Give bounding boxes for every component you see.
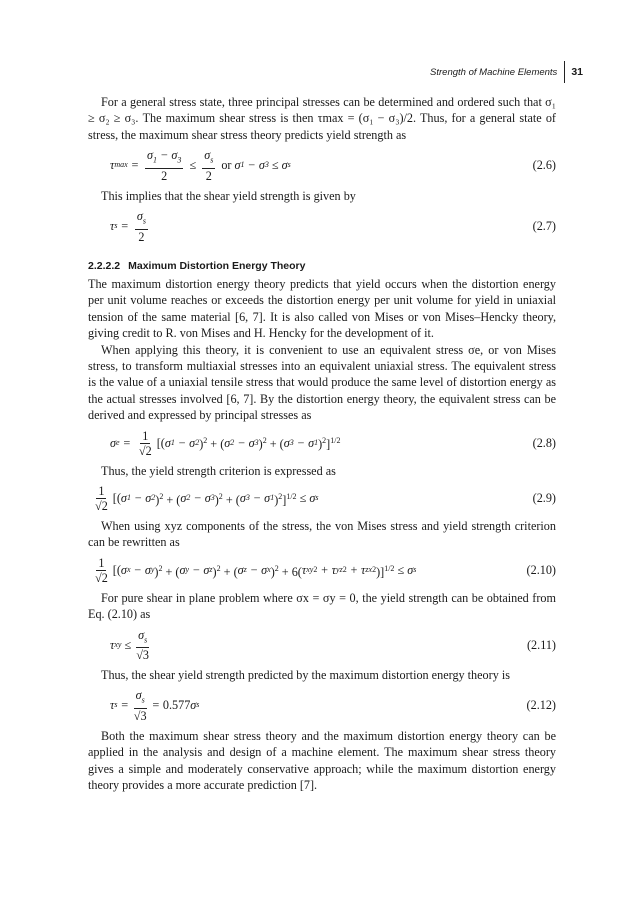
paragraph-8: Thus, the shear yield strength predicted by the maximum distortion energy theory is [101,668,510,683]
equation-2-12: τ s = $\frac{\sigma_s}{√3}$ = 0.577 σ s (2.12) [110,688,556,723]
paragraph-9: Both the maximum shear stress theory and the maximum distortion energy theory can be applied in the analysis and design of a machine element. The maximum shear stress theory gives a simple and moderately conservative approach; while the maximum distortion energy theory provides a more accurate prediction [7]. [88,728,556,793]
equation-number: (2.11) [527,637,556,652]
equation-number: (2.6) [532,158,556,173]
equation-2-6: τ max = $\frac{\sigma_1 - \sigma_3}{2}$ ≤ $\frac{\sigma_s}{2}$ or σ 1 − σ 3 ≤ σ s (2.6) [110,148,556,183]
equation-number: (2.7) [532,219,556,234]
equation-number: (2.9) [532,491,556,506]
paragraph-3: The maximum distortion energy theory predicts that yield occurs when the distortion energy per unit volume reaches or exceeds the distortion energy per unit volume for yield in uniaxial tension of the same material [6, 7]. It is also called von Mises or von Mises–Hencky theory, giving credit to R. von Mises and H. Hencky for the development of it. [88,276,556,341]
equation-2-7: τ s = $\frac{\sigma_s}{2}$ (2.7) [110,209,556,244]
header-divider [564,61,565,83]
equation-2-10: $\frac{1}{√2}$ [( σ x − σ y )$^2$ + ( σ y − σ z )$^2$ + ( σ z − σ x )$^2$ + 6( τ xy 2 + τ yz 2 + τ zx 2 )]$^{1/2}$ ≤ σ s (2.10) [95,555,556,585]
running-title: Strength of Machine Elements [430,66,558,78]
equation-2-11: τ xy ≤ $\frac{\sigma_s}{√3}$ (2.11) [110,627,556,663]
equation-2-9: $\frac{1}{√2}$ [( σ 1 − σ 2 )$^2$ + ( σ 2 − σ 3 )$^2$ + ( σ 3 − σ 1 )$^2$]$^{1/2}$ ≤ σ s (2.9) [95,483,556,513]
equation-number: (2.8) [532,435,556,450]
paragraph-6: When using xyz components of the stress, the von Mises stress and yield strength criterion can be rewritten as [88,518,556,550]
equation-number: (2.10) [526,563,556,578]
equation-2-8: σ e = $\frac{1}{√2}$ [( σ 1 − σ 2 )$^2$ + ( σ 2 − σ 3 )$^2$ + ( σ 3 − σ 1 )$^2$]$^{1/2}$ (2.8) [110,428,556,458]
paragraph-4: When applying this theory, it is convenient to use an equivalent stress σe, or von Mises stress, to transform multiaxial stresses into an equivalent uniaxial stress. The equivalent stress is the value of a uniaxial tensile stress that would produce the same level of distortion energy as the actual stresses involved [6, 7]. By the distortion energy theory, the equivalent stress can be derived and expressed by principal stresses as [88,342,556,423]
section-number: 2.2.2.2 [88,259,121,272]
paragraph-5: Thus, the yield strength criterion is expressed as [101,463,336,478]
or-word: or [221,158,232,173]
page-body [88,94,556,794]
section-heading [88,258,556,274]
paragraph-2: This implies that the shear yield strength is given by [101,188,356,203]
paragraph-7: For pure shear in plane problem where σx = σy = 0, the yield strength can be obtained from Eq. (2.10) as [88,590,556,622]
equation-number: (2.12) [526,698,556,713]
page-header [430,61,583,83]
section-title: Maximum Distortion Energy Theory [128,259,306,272]
paragraph-1: For a general stress state, three principal stresses can be determined and ordered such that σ₁ ≥ σ₂ ≥ σ₃. The maximum shear stress is then τmax = (σ₁ − σ₃)/2. Thus, for a general state of stress, the maximum shear stress theory predicts yield strength as [88,95,556,142]
page-number: 31 [571,66,583,78]
coefficient-value: 0.577 [162,698,191,713]
